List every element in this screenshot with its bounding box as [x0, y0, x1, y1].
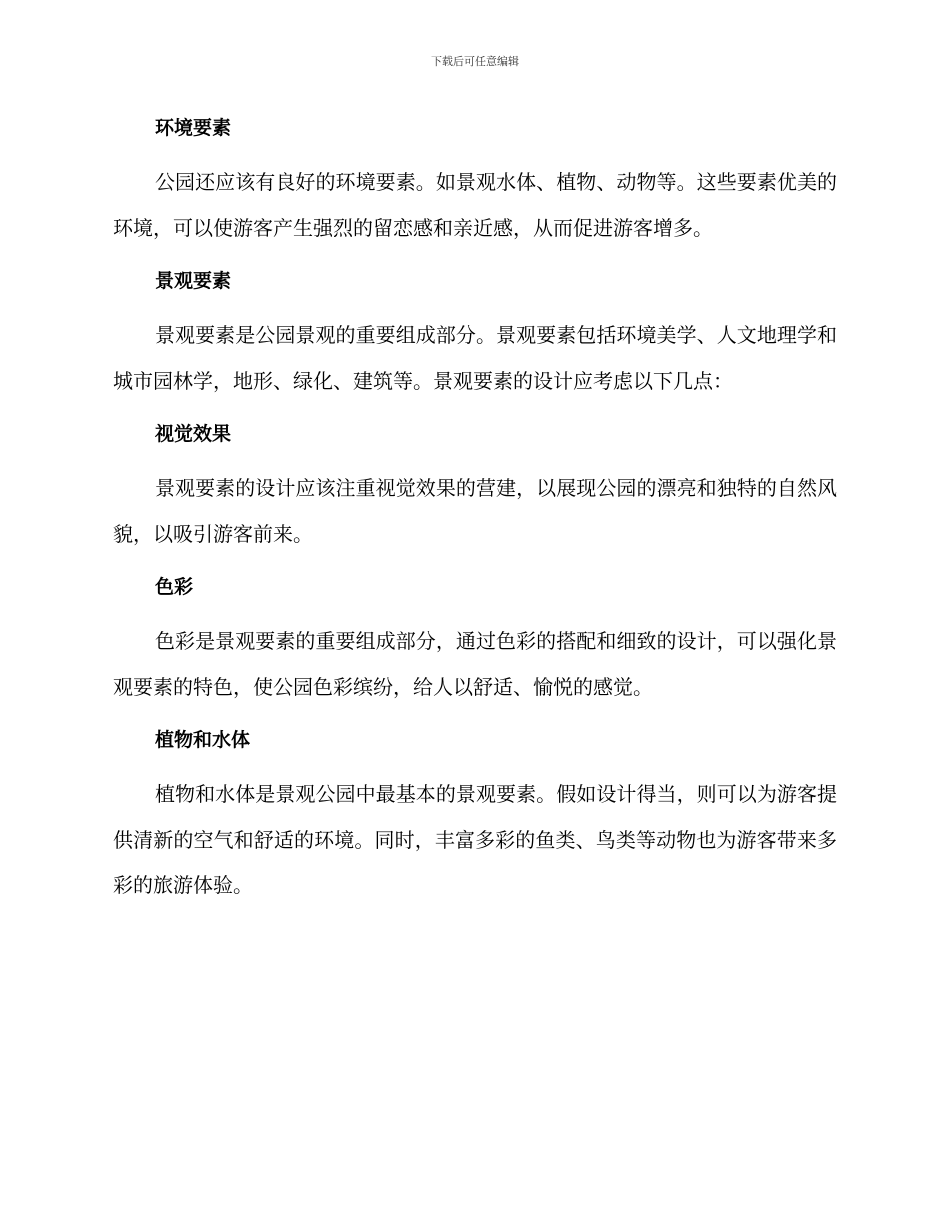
section-heading-landscape: 景观要素: [155, 270, 232, 292]
page-header: 下载后可任意编辑: [431, 55, 519, 68]
document-body: [113, 108, 837, 919]
section-paragraph-color: 色彩是景观要素的重要组成部分，通过色彩的搭配和细致的设计，可以强化景观要素的特色，使公园色彩缤纷，给人以舒适、愉悦的感觉。: [113, 629, 837, 699]
section-paragraph-landscape: 景观要素是公园景观的重要组成部分。景观要素包括环境美学、人文地理学和城市园林学，地形、绿化、建筑等。景观要素的设计应考虑以下几点：: [113, 323, 837, 393]
section-heading-visual-effect: 视觉效果: [155, 423, 232, 445]
section-heading-plants-water: 植物和水体: [155, 729, 251, 751]
section-heading-color: 色彩: [155, 576, 194, 598]
section-paragraph-plants-water: 植物和水体是景观公园中最基本的景观要素。假如设计得当，则可以为游客提供清新的空气和舒适的环境。同时，丰富多彩的鱼类、鸟类等动物也为游客带来多彩的旅游体验。: [113, 782, 837, 897]
section-heading-environment: 环境要素: [155, 117, 232, 139]
section-paragraph-visual-effect: 景观要素的设计应该注重视觉效果的营建，以展现公园的漂亮和独特的自然风貌，以吸引游客前来。: [113, 476, 837, 546]
section-paragraph-environment: 公园还应该有良好的环境要素。如景观水体、植物、动物等。这些要素优美的环境，可以使游客产生强烈的留恋感和亲近感，从而促进游客增多。: [113, 170, 837, 240]
